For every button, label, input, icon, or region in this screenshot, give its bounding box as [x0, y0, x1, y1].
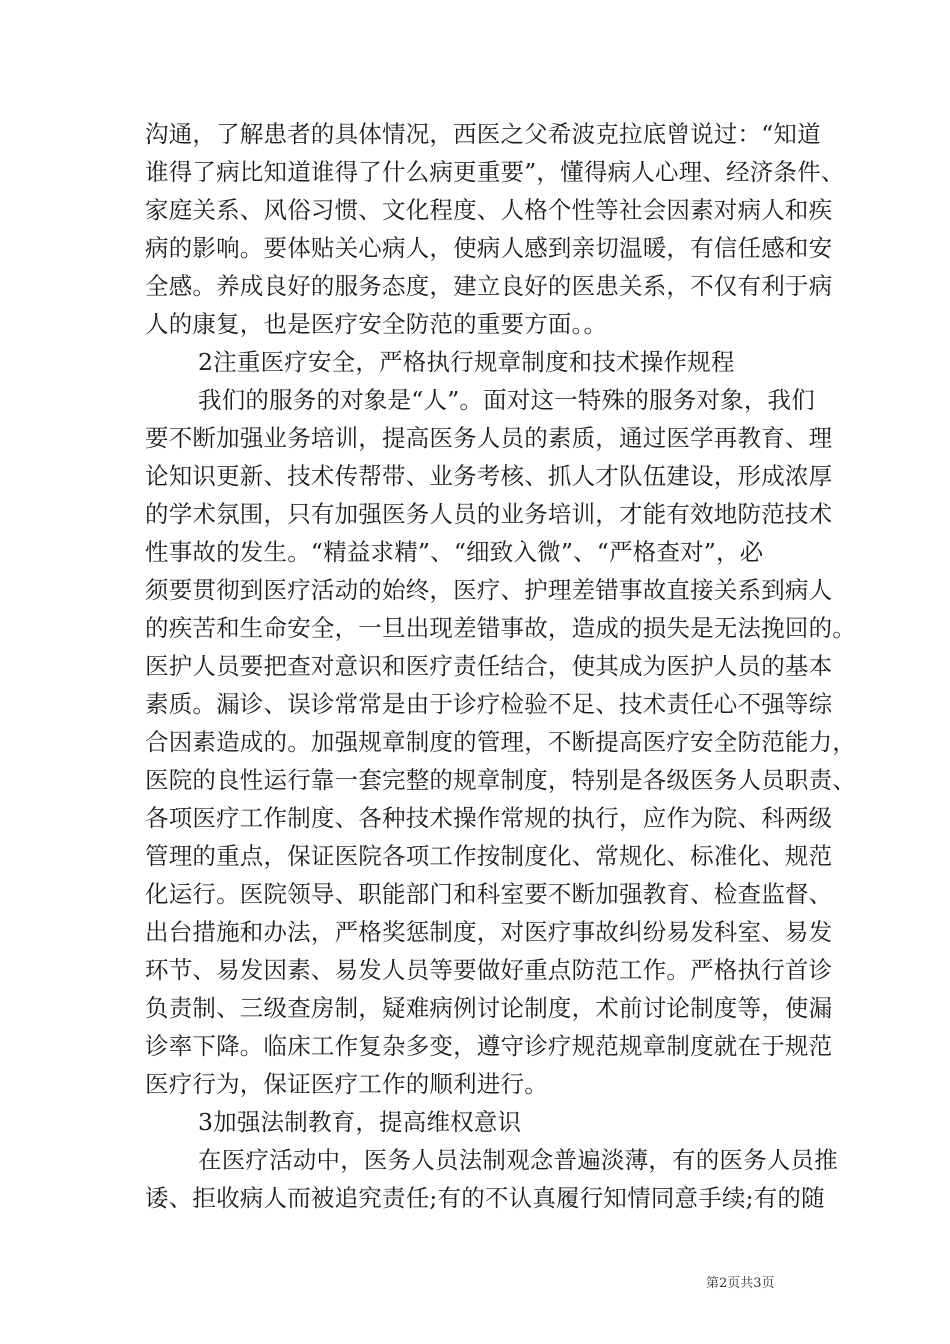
body-line: 化运行。医院领导、职能部门和科室要不断加强教育、检查监督、	[145, 880, 833, 908]
body-line: 诊率下降。临床工作复杂多变，遵守诊疗规范规章制度就在于规范	[145, 1032, 833, 1060]
body-line: 管理的重点，保证医院各项工作按制度化、常规化、标准化、规范	[145, 842, 833, 870]
paragraph-first-line: 在医疗活动中，医务人员法制观念普遍淡薄，有的医务人员推	[198, 1146, 838, 1174]
body-line: 全感。养成良好的服务态度，建立良好的医患关系，不仅有利于病	[145, 272, 833, 300]
body-line: 要不断加强业务培训，提高医务人员的素质，通过医学再教育、理	[145, 424, 833, 452]
body-line: 环节、易发因素、易发人员等要做好重点防范工作。严格执行首诊	[145, 956, 833, 984]
section-heading-3: 3加强法制教育，提高维权意识	[198, 1108, 522, 1136]
body-line: 医院的良性运行靠一套完整的规章制度，特别是各级医务人员职责、	[145, 766, 856, 794]
body-line: 人的康复，也是医疗安全防范的重要方面。。	[145, 310, 608, 338]
body-line: 诿、拒收病人而被追究责任;有的不认真履行知情同意手续;有的随	[145, 1184, 825, 1212]
body-line: 论知识更新、技术传帮带、业务考核、抓人才队伍建设，形成浓厚	[145, 462, 833, 490]
body-line: 的学术氛围，只有加强医务人员的业务培训，才能有效地防范技术	[145, 500, 833, 528]
body-line: 沟通，了解患者的具体情况，西医之父希波克拉底曾说过：“知道	[145, 120, 821, 148]
body-line: 各项医疗工作制度、各种技术操作常规的执行，应作为院、科两级	[145, 804, 833, 832]
body-line: 医疗行为，保证医疗工作的顺利进行。	[145, 1070, 548, 1098]
body-line: 素质。漏诊、误诊常常是由于诊疗检验不足、技术责任心不强等综	[145, 690, 833, 718]
body-line: 出台措施和办法，严格奖惩制度，对医疗事故纠纷易发科室、易发	[145, 918, 833, 946]
body-line: 须要贯彻到医疗活动的始终，医疗、护理差错事故直接关系到病人	[145, 576, 833, 604]
paragraph-first-line: 我们的服务的对象是“人”。面对这一特殊的服务对象，我们	[198, 386, 815, 414]
body-line: 家庭关系、风俗习惯、文化程度、人格个性等社会因素对病人和疾	[145, 196, 833, 224]
body-line: 的疾苦和生命安全，一旦出现差错事故，造成的损失是无法挽回的。	[145, 614, 856, 642]
body-line: 合因素造成的。加强规章制度的管理，不断提高医疗安全防范能力，	[145, 728, 856, 756]
section-heading-2: 2注重医疗安全，严格执行规章制度和技术操作规程	[198, 348, 735, 376]
body-line: 病的影响。要体贴关心病人，使病人感到亲切温暖，有信任感和安	[145, 234, 833, 262]
body-line: 医护人员要把查对意识和医疗责任结合，使其成为医护人员的基本	[145, 652, 833, 680]
body-line: 谁得了病比知道谁得了什么病更重要”，懂得病人心理、经济条件、	[145, 158, 845, 186]
body-line: 性事故的发生。“精益求精”、“细致入微”、“严格查对”，必	[145, 538, 764, 566]
body-line: 负责制、三级查房制，疑难病例讨论制度，术前讨论制度等，使漏	[145, 994, 833, 1022]
page-number: 第2页共3页	[706, 1276, 775, 1291]
